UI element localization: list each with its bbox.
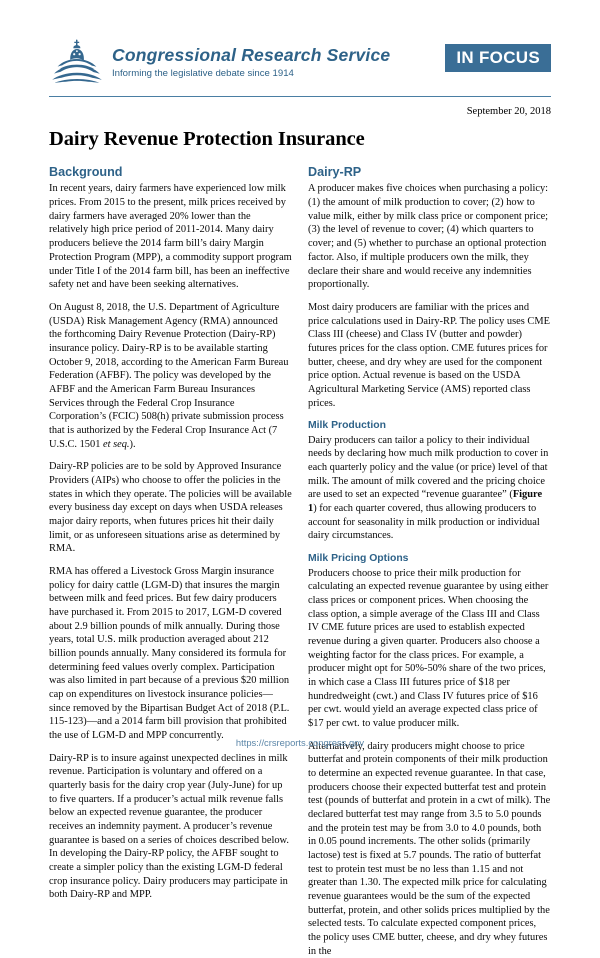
subsection-heading-milk-production: Milk Production — [308, 420, 386, 432]
capitol-dome-icon — [49, 38, 105, 86]
section-heading-dairy-rp: Dairy-RP — [308, 164, 362, 179]
left-column — [49, 165, 292, 958]
paragraph: Dairy-RP is to insure against unexpected declines in milk revenue. Participation is voluntary and offered on a quarterly basis for the dairy crop year (July-June) for up to five quarters. If a producer’s actual milk revenue falls below an expected revenue guarantee, the producer receives an indemnity payment. A producer’s revenue guarantee is based on a series of choices described below. In developing the Dairy-RP policy, the AFBF sought to create a simpler policy than the existing LGM-D federal crop insurance policy. Dairy producers may participate in both Dairy-RP and MPP. — [49, 752, 289, 901]
crs-brand — [49, 40, 390, 86]
paragraph-text: On August 8, 2018, the U.S. Department of Agriculture (USDA) Risk Management Agency (RMA) announced the forthcoming Dairy Revenue Protection (Dairy-RP) insurance policy. Dairy-RP is to be available starting October 9, 2018, according to the American Farm Bureau Federation (AFBF). The policy was developed by the AFBF and the American Farm Bureau Insurances Services through the Federal Crop Insurance Corporation’s (FCIC) 508(h) private submission process that is authorized by the Federal Crop Insurance Act (7 U.S.C. 1501 — [49, 301, 289, 450]
paragraph: Dairy-RP policies are to be sold by Approved Insurance Providers (AIPs) who choose to offer the policies in the states in which they operate. The policies will be available every business day except on days when USDA releases major dairy reports, when futures prices hit their daily limit, or as unforeseen situations arise as determined by RMA. — [49, 461, 292, 555]
paragraph: RMA has offered a Livestock Gross Margin insurance policy for dairy cattle (LGM-D) that insures the margin between milk and feed prices. But few dairy producers have purchased it. From 2015 to 2017, LGM-D covered about 2.9 billion pounds of milk annually. During those years, total U.S. milk production averaged about 212 billion pounds annually. Many considered its formula for determining feed values overly complex. Participation was also limited in part because of a previous $20 million cap on expenditures on livestock insurance policies—since removed by the Bipartisan Budget Act of 2018 (P.L. 115-123)—and a 2014 farm bill provision that prohibited the use of LGM-D and MPP concurrently. — [49, 565, 290, 741]
page-title: Dairy Revenue Protection Insurance — [49, 128, 365, 150]
paragraph: A producer makes five choices when purchasing a policy: (1) the amount of milk production to cover; (2) how to value milk, either by milk class price or component price; (3) the level of revenue to cover; (4) which quarters to cover; and (5) whether to purchase an optional protection factor. Also, if multiple producers own the milk, they declare their share and would receive any indemnities proportionally. — [308, 183, 549, 291]
crs-reports-url-link[interactable]: https://crsreports.congress.gov — [235, 737, 365, 748]
paragraph: In recent years, dairy farmers have experienced low milk prices. From 2015 to the present, milk prices received by dairy farmers have averaged 20% lower than the relatively high price period of 2011-2014. Many dairy producers believe the 2014 farm bill’s dairy Margin Protection Program (MPP), a commodity support program under Title I of the 2014 farm bill, has been an ineffective safety net and have been seeking alternatives. — [49, 183, 292, 291]
brand-name: Congressional Research Service — [112, 45, 391, 65]
citation-italic: et seq. — [102, 438, 130, 450]
paragraph-text: Dairy producers can tailor a policy to their individual needs by declaring how much milk production to cover in each quarterly policy and the value (or price) level of that milk. The amount of milk covered and the pricing choice are used to set an expected “revenue guarantee” ( — [308, 434, 549, 501]
figure-reference: Figure 1 — [308, 489, 543, 515]
paragraph — [49, 301, 292, 451]
brand-tagline: Informing the legislative debate since 1914 — [112, 68, 294, 79]
paragraph: Alternatively, dairy producers might choose to price butterfat and protein components of their milk production to determine an expected revenue guarantee. In that case, producers choose their expected butterfat test and protein test (pounds of butterfat and protein in a cwt of milk). The declared butterfat test may range from 3.5 to 5.0 pounds and the protein test may be from 3.0 to 4.0 pounds, both in 0.05 pound increments. The other solids (primarily lactose) test is fixed at 5.7 pounds. The ratio of butterfat test to protein test must be no less than 1.15 and not greater than 1.30. The expected milk price for calculating revenue guarantees would be the sum of the expected butterfat, protein, and other solids prices multiplied by the selected tests. To calculate expected component prices, the policy uses CME butter, cheese, and dry whey futures in the — [308, 740, 551, 957]
masthead — [49, 0, 551, 86]
citation-tail: ). — [129, 438, 136, 450]
paragraph-text-tail: ) for each quarter covered, thus allowing producers to account for seasonality in milk production or individual dairy circumstances. — [308, 503, 540, 542]
subsection-heading-milk-pricing-options: Milk Pricing Options — [308, 553, 409, 565]
content-columns — [49, 165, 551, 958]
paragraph: Producers choose to price their milk production for calculating an expected revenue guarantee by using either class prices or component prices. When choosing the class option, a simple average of the Class III and Class IV CME future prices are used to establish expected revenue during a given quarter. Producers also choose a weighting factor for the class prices. For example, a producer might opt for 50%-50% share of the two prices, in which case a Class III futures price of $18 per hundredweight (cwt.) and Class IV futures price of $16 per cwt. would yield an average expected class price of $17 per cwt. to value producer milk. — [308, 567, 549, 730]
in-focus-badge: IN FOCUS — [445, 44, 551, 72]
brand-text-block — [112, 40, 390, 81]
publication-date: September 20, 2018 — [466, 106, 551, 117]
header-divider — [49, 96, 551, 97]
right-column — [308, 165, 551, 958]
footer — [0, 733, 600, 751]
paragraph — [308, 434, 551, 543]
paragraph: Most dairy producers are familiar with the prices and price calculations used in Dairy-RP. The policy uses CME Class III (cheese) and Class IV (butter and powder) futures prices for the class option. CME futures prices for butter, cheese, and dry whey are used for the component price option. Actual revenue is based on the USDA Agricultural Marketing Service (AMS) reported class prices. — [308, 301, 550, 409]
section-heading-background: Background — [49, 164, 123, 179]
